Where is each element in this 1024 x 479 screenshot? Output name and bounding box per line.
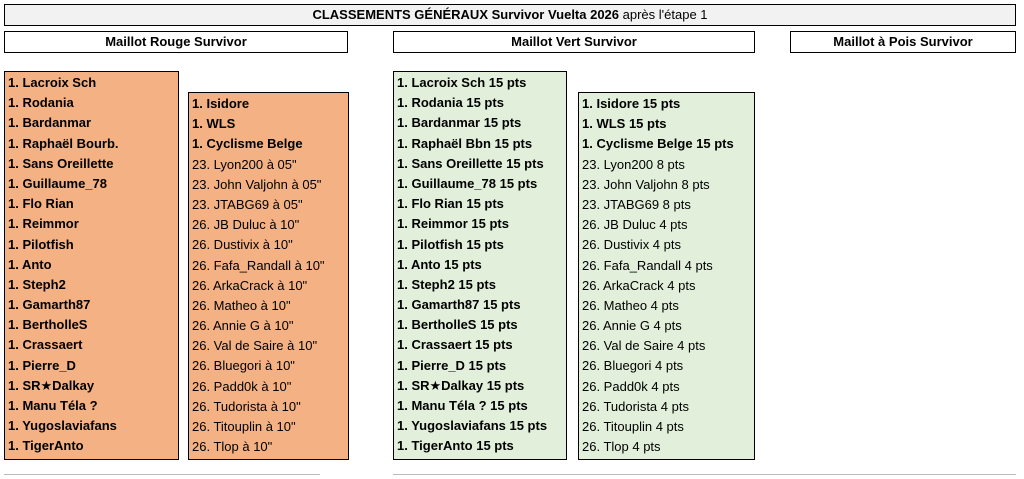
ranking-entry: 26. Titouplin à 10" <box>192 419 296 434</box>
ranking-entry: 1. Steph2 <box>8 276 66 292</box>
ranking-entry: 23. Lyon200 8 pts <box>582 156 685 172</box>
ranking-entry: 23. John Valjohn à 05" <box>192 176 322 192</box>
ranking-entry: 23. Lyon200 à 05" <box>192 156 297 172</box>
ranking-entry: 26. JB Duluc à 10" <box>192 217 300 233</box>
ranking-entry: 26. Val de Saire à 10" <box>192 338 318 354</box>
ranking-entry: 26. Bluegori 4 pts <box>582 358 684 374</box>
ranking-entry: 23. JTABG69 à 05" <box>192 196 303 212</box>
ranking-entry: 1. BertholleS 15 pts <box>397 317 518 333</box>
ranking-entry: 1. Lacroix Sch <box>8 75 97 90</box>
ranking-entry: 26. Tudorista 4 pts <box>582 398 689 414</box>
ranking-entry: 26. Tlop à 10" <box>192 439 273 455</box>
ranking-entry: 1. Pierre_D <box>8 357 76 373</box>
ranking-entry: 1. Pilotfish <box>8 236 74 252</box>
header-maillot-rouge: Maillot Rouge Survivor <box>4 31 348 53</box>
rouge-column-1 <box>4 71 179 460</box>
ranking-entry: 26. Val de Saire 4 pts <box>582 338 706 354</box>
ranking-entry: 1. WLS <box>192 116 236 132</box>
title-bold: CLASSEMENTS GÉNÉRAUX Survivor Vuelta 2026 <box>312 7 620 22</box>
page-title <box>4 4 1016 26</box>
ranking-entry: 26. Fafa_Randall 4 pts <box>582 257 713 273</box>
ranking-entry: 1. TigerAnto 15 pts <box>397 438 514 454</box>
bottom-divider-right <box>393 474 1016 479</box>
header-maillot-vert: Maillot Vert Survivor <box>393 31 755 53</box>
ranking-entry: 1. Flo Rian <box>8 196 74 212</box>
ranking-entry: 1. Crassaert 15 pts <box>397 337 513 353</box>
ranking-entry: 1. Isidore 15 pts <box>582 96 681 111</box>
ranking-entry: 1. SR★Dalkay <box>8 377 95 393</box>
ranking-entry: 1. Manu Téla ? <box>8 398 98 413</box>
ranking-entry: 26. Bluegori à 10" <box>192 358 295 374</box>
ranking-entry: 1. Rodania 15 pts <box>397 95 504 111</box>
ranking-entry: 1. Cyclisme Belge <box>192 136 303 152</box>
ranking-entry: 1. Gamarth87 15 pts <box>397 297 521 313</box>
ranking-entry: 1. BertholleS <box>8 317 88 333</box>
ranking-entry: 26. Annie G à 10" <box>192 318 294 334</box>
ranking-entry: 1. Guillaume_78 15 pts <box>397 175 538 191</box>
ranking-entry: 1. Reimmor 15 pts <box>397 216 509 232</box>
ranking-entry: 1. Crassaert <box>8 337 83 353</box>
ranking-entry: 26. JB Duluc 4 pts <box>582 217 688 233</box>
ranking-entry: 26. Dustivix 4 pts <box>582 237 681 253</box>
ranking-entry: 1. Lacroix Sch 15 pts <box>397 75 527 90</box>
ranking-entry: 1. Anto <box>8 256 52 272</box>
ranking-entry: 1. Yugoslaviafans <box>8 418 117 434</box>
ranking-entry: 26. ArkaCrack à 10" <box>192 277 308 293</box>
ranking-entry: 1. Manu Téla ? 15 pts <box>397 398 528 413</box>
ranking-entry: 1. SR★Dalkay 15 pts <box>397 377 525 393</box>
ranking-entry: 1. Yugoslaviafans 15 pts <box>397 418 548 434</box>
ranking-entry: 1. Steph2 15 pts <box>397 276 496 292</box>
ranking-entry: 26. Fafa_Randall à 10" <box>192 257 325 273</box>
ranking-entry: 26. Annie G 4 pts <box>582 318 682 334</box>
ranking-entry: 1. Gamarth87 <box>8 297 91 313</box>
ranking-entry: 1. Pilotfish 15 pts <box>397 236 504 252</box>
ranking-entry: 26. ArkaCrack 4 pts <box>582 277 696 293</box>
ranking-entry: 1. Isidore <box>192 96 250 111</box>
ranking-entry: 23. John Valjohn 8 pts <box>582 176 710 192</box>
ranking-entry: 26. Matheo à 10" <box>192 297 291 313</box>
ranking-entry: 1. Anto 15 pts <box>397 256 482 272</box>
vert-column-1 <box>393 71 567 460</box>
header-maillot-pois: Maillot à Pois Survivor <box>790 31 1016 53</box>
ranking-entry: 1. Flo Rian 15 pts <box>397 196 504 212</box>
ranking-entry: 26. Titouplin 4 pts <box>582 419 684 434</box>
ranking-entry: 1. WLS 15 pts <box>582 116 667 132</box>
ranking-entry: 1. Raphaël Bbn 15 pts <box>397 135 533 151</box>
bottom-divider-left <box>4 474 320 479</box>
ranking-entry: 1. Cyclisme Belge 15 pts <box>582 136 734 152</box>
ranking-entry: 1. Pierre_D 15 pts <box>397 357 507 373</box>
ranking-entry: 26. Dustivix à 10" <box>192 237 293 253</box>
title-normal: après l'étape 1 <box>619 7 708 22</box>
ranking-entry: 26. Tudorista à 10" <box>192 398 301 414</box>
vert-column-2 <box>578 92 755 460</box>
ranking-entry: 26. Matheo 4 pts <box>582 297 679 313</box>
ranking-entry: 1. Reimmor <box>8 216 79 232</box>
ranking-entry: 26. Tlop 4 pts <box>582 439 661 455</box>
ranking-entry: 1. Bardanmar <box>8 115 92 131</box>
ranking-entry: 1. Raphaël Bourb. <box>8 135 119 151</box>
ranking-entry: 1. Guillaume_78 <box>8 175 107 191</box>
ranking-entry: 1. Sans Oreillette 15 pts <box>397 155 544 171</box>
ranking-entry: 1. Rodania <box>8 95 74 111</box>
ranking-entry: 1. Bardanmar 15 pts <box>397 115 522 131</box>
rouge-column-2 <box>188 92 349 460</box>
ranking-entry: 26. Padd0k 4 pts <box>582 378 680 394</box>
ranking-entry: 1. Sans Oreillette <box>8 155 114 171</box>
ranking-entry: 1. TigerAnto <box>8 438 84 454</box>
ranking-entry: 26. Padd0k à 10" <box>192 378 292 394</box>
ranking-entry: 23. JTABG69 8 pts <box>582 196 691 212</box>
